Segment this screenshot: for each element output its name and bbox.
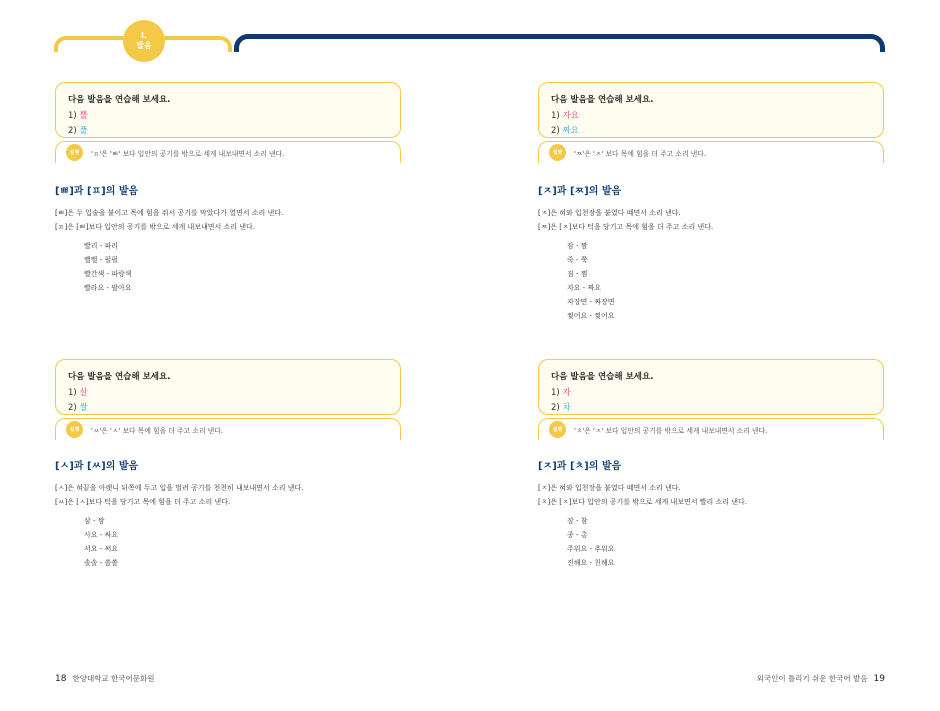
list-item: 주워요 - 추워요	[567, 545, 615, 553]
list-item: 사요 - 싸요	[84, 531, 119, 539]
list-item: 자장면 - 짜장면	[567, 298, 615, 306]
word-list	[84, 514, 118, 570]
section-heading: [ㅈ]과 [ㅊ]의 발음	[538, 461, 622, 472]
page-number-left: 18	[55, 673, 67, 684]
list-item: 서요 - 써요	[84, 545, 119, 553]
practice-title: 다음 발음을 연습해 보세요.	[68, 95, 171, 105]
practice-title: 다음 발음을 연습해 보세요.	[551, 372, 654, 382]
practice-word: 짜요	[562, 126, 579, 136]
practice-title: 다음 발음을 연습해 보세요.	[68, 372, 171, 382]
practice-item: 2) 짜요	[551, 126, 579, 136]
section-description: [ㅅ]은 혀끝을 아랫니 뒤쪽에 두고 입을 벌려 공기를 천천히 내보내면서 소리 낸다. [ㅆ]은 [ㅅ]보다 턱을 당기고 목에 힘을 더 주고 소리 낸다.	[55, 484, 304, 506]
practice-word: 풀	[79, 126, 88, 136]
section-heading: [ㅈ]과 [ㅉ]의 발음	[538, 186, 622, 197]
practice-item: 1) 자요	[551, 111, 579, 121]
section-heading: [ㅃ]과 [ㅍ]의 발음	[55, 186, 139, 197]
footer-left	[55, 673, 155, 684]
list-item: 잠 - 참	[567, 517, 588, 525]
footer-book-title: 외국인이 틀리기 쉬운 한국어 발음	[756, 674, 868, 683]
section-heading: [ㅅ]과 [ㅆ]의 발음	[55, 461, 139, 472]
practice-word: 자	[562, 388, 571, 398]
practice-word: 자요	[562, 111, 579, 121]
note-text: 'ㅍ'은 'ㅃ' 보다 입안의 공기를 밖으로 세게 내보내면서 소리 낸다.	[91, 149, 285, 158]
practice-item: 2) 쌀	[68, 403, 88, 413]
list-item: 솔솔 - 쏠쏠	[84, 559, 119, 567]
footer-publisher: 한양대학교 한국어문화원	[72, 674, 155, 683]
practice-item: 2) 풀	[68, 126, 88, 136]
note-badge: 설명	[549, 144, 566, 161]
section-description: [ㅈ]은 혀와 입천장을 붙였다 떼면서 소리 낸다. [ㅉ]은 [ㅈ]보다 턱을 당기고 목에 힘을 더 주고 소리 낸다.	[538, 209, 714, 231]
practice-item: 1) 자	[551, 388, 571, 398]
chapter-number: I.	[140, 31, 147, 40]
footer-right	[757, 673, 885, 684]
note-text: 'ㅊ'은 'ㅈ' 보다 입안의 공기를 밖으로 세게 내보내면서 소리 낸다.	[574, 426, 768, 435]
list-item: 잠 - 짬	[567, 242, 588, 250]
note-box	[55, 418, 401, 440]
practice-word: 차	[562, 403, 571, 413]
list-item: 자요 - 짜요	[567, 284, 602, 292]
practice-box	[55, 82, 401, 138]
list-item: 삼 - 쌈	[84, 517, 105, 525]
header-bar-right	[234, 34, 885, 52]
note-box	[538, 141, 884, 163]
list-item: 뻘뻘 - 펄펄	[84, 256, 119, 264]
practice-word: 쌀	[79, 403, 88, 413]
note-text: 'ㅉ'은 'ㅈ' 보다 목에 힘을 더 주고 소리 낸다.	[574, 149, 706, 158]
chapter-badge	[123, 20, 165, 62]
note-box	[538, 418, 884, 440]
list-item: 찢어요 - 찢어요	[567, 312, 615, 320]
practice-box	[55, 359, 401, 415]
note-badge: 설명	[66, 144, 83, 161]
practice-item: 2) 차	[551, 403, 571, 413]
practice-box	[538, 359, 884, 415]
word-list	[84, 239, 132, 295]
word-list	[567, 239, 615, 323]
page-number-right: 19	[873, 673, 885, 684]
note-badge: 설명	[66, 421, 83, 438]
list-item: 빨라요 - 팔아요	[84, 284, 132, 292]
practice-title: 다음 발음을 연습해 보세요.	[551, 95, 654, 105]
practice-word: 살	[79, 388, 88, 398]
practice-item: 1) 살	[68, 388, 88, 398]
list-item: 빨리 - 파리	[84, 242, 119, 250]
list-item: 죽 - 쭉	[567, 256, 588, 264]
list-item: 빨간색 - 파랑색	[84, 270, 132, 278]
list-item: 진해요 - 친해요	[567, 559, 615, 567]
section-description: [ㅃ]은 두 입술을 붙이고 목에 힘을 줘서 공기를 막았다가 열면서 소리 낸다. [ㅍ]은 [ㅃ]보다 입안의 공기를 밖으로 세게 내보내면서 소리 낸다.	[55, 209, 284, 231]
list-item: 짐 - 찜	[567, 270, 588, 278]
note-badge: 설명	[549, 421, 566, 438]
practice-box	[538, 82, 884, 138]
chapter-label: 발음	[136, 41, 152, 50]
practice-word: 뿔	[79, 111, 88, 121]
section-description: [ㅈ]은 혀와 입천장을 붙였다 떼면서 소리 낸다. [ㅊ]은 [ㅈ]보다 입안의 공기를 밖으로 세게 내보면서 빨리 소리 낸다.	[538, 484, 747, 506]
word-list	[567, 514, 615, 570]
list-item: 종 - 총	[567, 531, 588, 539]
note-box	[55, 141, 401, 163]
note-text: 'ㅆ'은 'ㅅ' 보다 목에 힘을 더 주고 소리 낸다.	[91, 426, 223, 435]
practice-item: 1) 뿔	[68, 111, 88, 121]
